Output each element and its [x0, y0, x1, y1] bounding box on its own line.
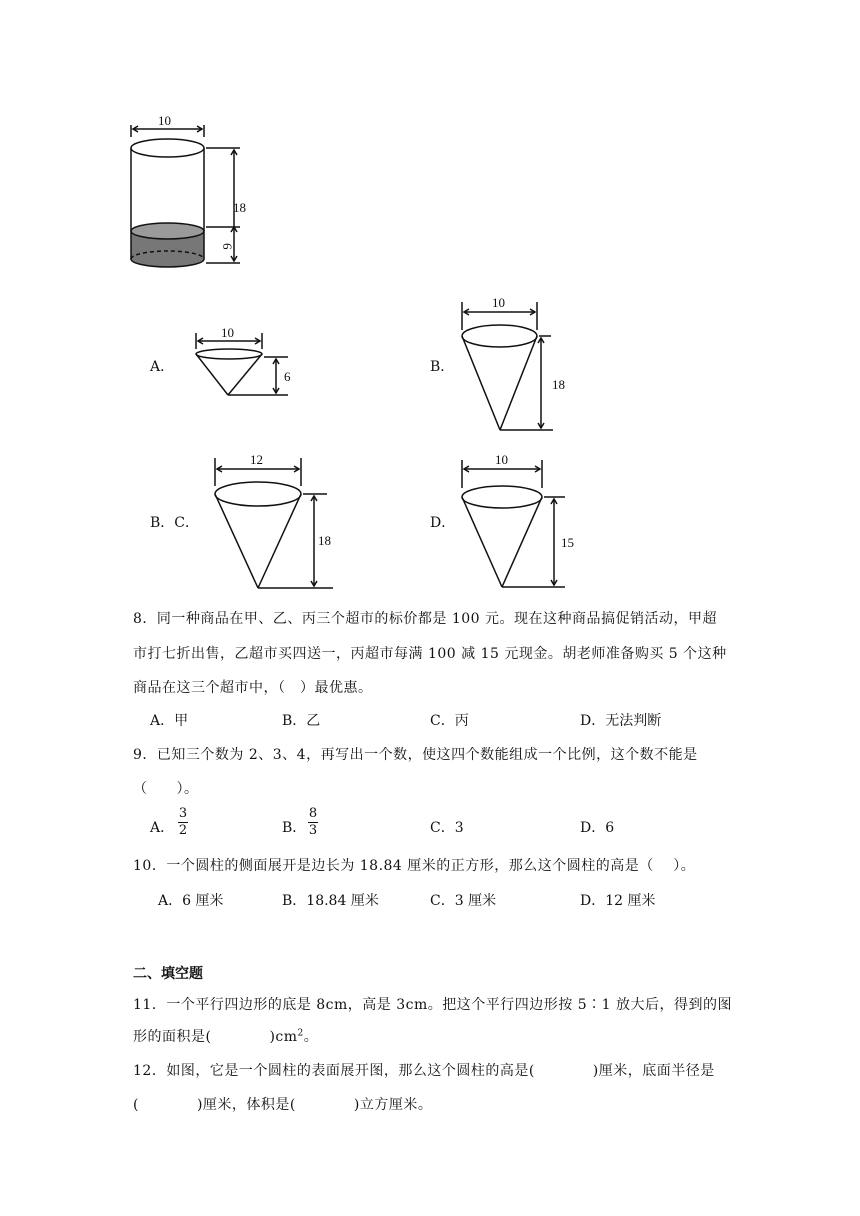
q12-line1: 12．如图，它是一个圆柱的表面展开图，那么这个圆柱的高是( )厘米，底面半径是	[133, 1063, 715, 1079]
cone-b-diagram	[455, 290, 585, 440]
cone-d-diameter: 10	[495, 452, 508, 467]
q11-line2-end: 。	[303, 1029, 319, 1045]
q8-option-a[interactable]: A．甲	[150, 713, 189, 729]
q12-line2: ( )厘米，体积是( )立方厘米。	[133, 1097, 433, 1113]
cone-c-diameter: 12	[250, 452, 263, 467]
option-b-label: B．	[430, 359, 455, 375]
q9-a-numerator: 3	[178, 806, 188, 821]
q8-line3: 商品在这三个超市中，（ ）最优惠。	[133, 680, 373, 696]
cone-c-diagram	[205, 448, 345, 596]
q10-option-b[interactable]: B．18.84 厘米	[282, 893, 379, 909]
q9-option-a-fraction	[178, 806, 188, 839]
cone-a-height: 6	[284, 369, 291, 384]
q8-option-b[interactable]: B．乙	[282, 713, 321, 729]
option-d-label: D．	[430, 515, 456, 531]
q11-superscript: 2	[297, 1028, 304, 1039]
q9-option-b-label: B．	[282, 820, 307, 836]
q9-option-a[interactable]	[150, 817, 174, 837]
cone-d-height: 15	[561, 535, 574, 550]
cylinder-diameter-label: 10	[158, 113, 171, 128]
option-a-label: A．	[150, 359, 175, 375]
q9-option-a-label: A．	[150, 820, 175, 836]
cone-c-height: 18	[318, 533, 331, 548]
section-title: 二、填空题	[133, 966, 203, 982]
q10-option-a[interactable]: A．6 厘米	[158, 893, 224, 909]
cylinder-height-label: 18	[233, 200, 246, 215]
cone-d-diagram	[455, 450, 585, 596]
q8-option-c[interactable]: C．丙	[430, 713, 469, 729]
q8-line1: 8．同一种商品在甲、乙、丙三个超市的标价都是 100 元。现在这种商品搞促销活动，甲超	[133, 611, 718, 627]
cone-a-diameter: 10	[221, 325, 234, 340]
q10-option-c[interactable]: C．3 厘米	[430, 893, 497, 909]
q11-line2	[133, 1026, 318, 1046]
cone-b-height: 18	[552, 377, 565, 392]
q9-option-d[interactable]: D．6	[580, 820, 615, 836]
q11-line1: 11．一个平行四边形的底是 8cm，高是 3cm。把这个平行四边形按 5∶1 放大后，得到的图	[133, 997, 732, 1013]
q9-option-b[interactable]	[282, 817, 306, 837]
q11-line2-text: 形的面积是( )cm	[133, 1029, 298, 1045]
q10-option-d[interactable]: D．12 厘米	[580, 893, 656, 909]
q9-option-c[interactable]: C．3	[430, 820, 464, 836]
cone-b-diameter: 10	[492, 295, 505, 310]
q9-option-b-fraction	[308, 806, 318, 839]
q8-option-d[interactable]: D．无法判断	[580, 713, 662, 729]
q10-line1: 10．一个圆柱的侧面展开是边长为 18.84 厘米的正方形，那么这个圆柱的高是（ ）。	[133, 858, 696, 874]
water-height-label: 6	[220, 243, 235, 250]
q9-b-numerator: 8	[308, 806, 318, 821]
q8-line2: 市打七折出售，乙超市买四送一，丙超市每满 100 减 15 元现金。胡老师准备购买 5 个这种	[133, 646, 727, 662]
cylinder-diagram	[118, 115, 258, 275]
q9-b-denominator: 3	[308, 823, 318, 838]
q9-line1: 9．已知三个数为 2、3、4，再写出一个数，使这四个数能组成一个比例，这个数不能是	[133, 747, 698, 763]
option-c-label: B．C．	[150, 515, 199, 531]
cone-a-diagram	[190, 325, 310, 405]
q9-a-denominator: 2	[178, 823, 188, 838]
q9-line2: （ ）。	[133, 781, 199, 797]
